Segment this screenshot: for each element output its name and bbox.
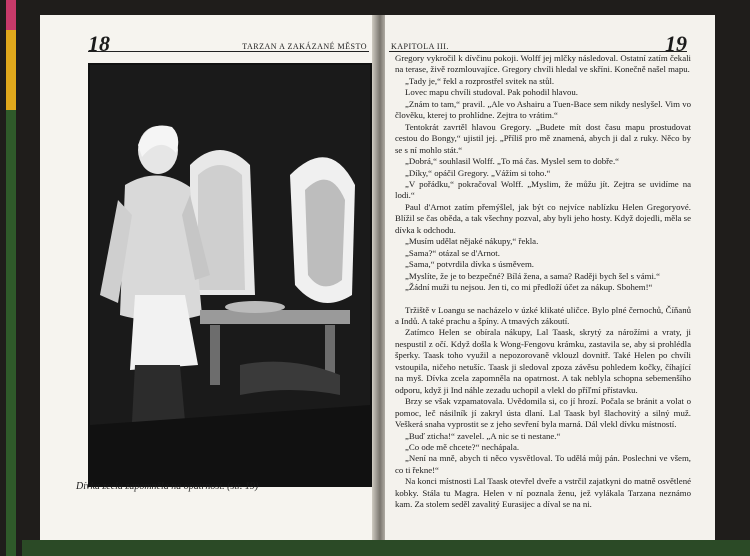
right-page	[385, 15, 715, 540]
cover-edge	[22, 540, 750, 556]
paragraph: Tržiště v Loangu se nacházelo v úzké klikaté uličce. Bylo plné černochů, Číňanů a Indů. A také prachu a špíny. A tmavých zákoutí.	[395, 304, 691, 326]
paragraph: „Díky,“ opáčil Gregory. „Vážím si toho.“	[405, 167, 551, 178]
paragraph: „Není na mně, abych ti něco vysvětloval. To udělá můj pán. Poslechni ve všem, co ti řekne!“	[395, 453, 691, 475]
paragraph: „Tady je,“ řekl a rozprostřel svitek na stůl.	[405, 75, 555, 86]
illustration-caption: Dívka zcela zapomněla na opatrnost. (str. 19)	[76, 481, 259, 492]
spine-pink-band	[6, 0, 16, 30]
running-head: KAPITOLA III.	[391, 42, 449, 51]
paragraph: „Znám to tam,“ pravil. „Ale vo Ashairu a Tuen-Bace sem nikdy neslyšel. Vim vo člověku, kterej to prohlídne. Zejtra to vrátim.“	[395, 98, 691, 121]
paragraph: Paul d'Arnot zatím přemýšlel, jak být co nejvíce nablízku Helen Gregoryové. Blížil se čas oběda, a tak všechny pozval, aby byli jeho hosty. Když dojedli, měla se dívka k odchodu.	[395, 201, 691, 235]
body-text	[395, 53, 691, 511]
paragraph: „V pořádku,“ pokračoval Wolff. „Myslim, že můžu jít. Zejtra se uvidíme na lodi.“	[395, 178, 691, 201]
paragraph: Zatímco Helen se obírala nákupy, Lal Taask, skrytý za nárožími a vraty, ji nespustil z očí. Když došla k Wong-Fengovu krámku, zastavila se, aby si prohlédla šperky. Taask toho využil a nepozorovaně vklouzl dovnitř. Také Helen po chvíli vstoupila, ničeho netušíc. Taask ji sledoval zpoza závěsu pohledem kočky, číhající na myš. Dívka zcela zapomněla na opatrnost. A tak neblyla schopna sebemenšího odporu, když ji Ind náhle zezadu uchopil a vlekl do příľmí přístavku.	[395, 327, 691, 395]
paragraph: „Myslíte, že je to bezpečné? Bílá žena, a sama? Raději bych šel s vámi.“	[405, 270, 661, 281]
paragraph: „Co ode mě chcete?“ nechápala.	[405, 441, 520, 452]
header-rule	[389, 51, 687, 52]
paragraph: „Buď zticha!“ zavelel. „A nic se ti nestane.“	[405, 430, 561, 441]
paragraph: Na konci místnosti Lal Taask otevřel dveře a vstrčil zajatkyni do matně osvětlené kobky. Stála tu Magra. Helen v ní poznala ženu, jež vylákala Tarzana neznámo kam. Za stolem seděl zavalitý Eurasijec a díval se na ni.	[395, 476, 692, 510]
woman-at-table-image	[90, 65, 370, 485]
running-head: TARZAN A ZAKÁZANÉ MĚSTO	[242, 42, 367, 51]
paragraph: Tentokrát zavrtěl hlavou Gregory. „Budete mít dost času mapu prostudovat cestou do Bongy,“ ujistil jej. „Příliš pro mě znamená, abych ji dal z ruky. Něco by se s ní mohlo stát.“	[395, 121, 691, 155]
paragraph: Lovec mapu chvíli studoval. Pak pohodil hlavou.	[405, 87, 578, 98]
paragraph: „Musím udělat nějaké nákupy,“ řekla.	[405, 236, 539, 247]
left-page	[40, 15, 375, 540]
paragraph: Brzy se však vzpamatovala. Uvědomila si, co jí hrozí. Počala se bránit a volat o pomoc, leč násilník jí zakryl ústa dlaní. Lal Taask byl šlachovitý a silný muž. Veškerá snaha vyprostit se z jeho sevření byla marná. Dál vlekl dívku místností.	[395, 396, 691, 430]
header-rule	[88, 51, 369, 52]
paragraph: „Sama,“ potvrdila dívka s úsměvem.	[405, 259, 534, 270]
paragraph: „Žádní muži tu nejsou. Jen ti, co mi předloží účet za nákup. Sbohem!“	[405, 282, 653, 293]
illustration-photo	[88, 63, 372, 487]
spine-yellow-band	[6, 30, 16, 110]
page-number: 18	[88, 31, 110, 56]
paragraph: „Sama?“ otázal se d'Arnot.	[405, 247, 500, 258]
page-number: 19	[665, 31, 687, 56]
paragraph: „Dobrá,“ souhlasil Wolff. „To má čas. Myslel sem to dobře.“	[405, 156, 620, 167]
book-spine	[0, 0, 22, 556]
spine-green-band	[6, 110, 16, 556]
paragraph: Gregory vykročil k dívčinu pokoji. Wolff jej mlčky následoval. Ostatní zatím čekali na terase, živě rozmlouvajíce. Gregory chvíli hledal ve skříni. Konečně našel mapu.	[395, 53, 691, 75]
